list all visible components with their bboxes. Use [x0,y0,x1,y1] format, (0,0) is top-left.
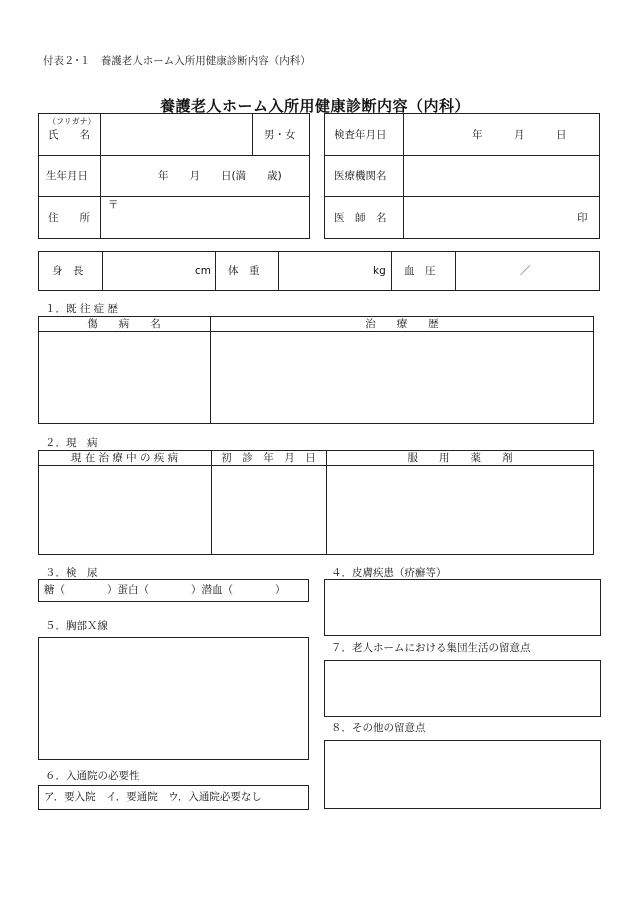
height-label: 身 長 [52,265,84,277]
birth-date-label: 生年月日 [46,170,88,182]
furigana-label: （フリガナ） [48,117,96,126]
section-2-title: ２．現 病 [45,437,98,449]
urinalysis-fields: 糖（ ）蛋白（ ）潜血（ ） [44,584,286,596]
name-field[interactable] [101,114,251,154]
form-title: 養護老人ホーム入所用健康診断内容（内科） [159,97,470,115]
weight-label: 体 重 [228,265,260,277]
other-notes-box[interactable] [324,740,601,809]
postal-mark: 〒 [108,199,119,211]
section-7-title: ７．老人ホームにおける集団生活の留意点 [331,642,531,654]
current-disease-header: 現 在 治 療 中 の 疾 病 [70,452,179,464]
institution-field[interactable] [404,156,599,195]
blood-pressure-separator: ／ [520,265,531,277]
doctor-label: 医 師 名 [334,212,387,224]
first-visit-date-header: 初 診 年 月 日 [221,452,316,464]
section-5-title: ５．胸部Ｘ線 [45,620,108,632]
treatment-history-header: 治 療 歴 [365,318,439,330]
sex-field[interactable]: 男・女 [264,129,296,141]
past-disease-header: 傷 病 名 [87,318,161,330]
vitals-box [38,251,600,291]
section-8-title: ８．その他の留意点 [331,722,426,734]
page-caption: 付表２･１ 養護老人ホーム入所用健康診断内容（内科） [43,55,311,67]
exam-date-field[interactable]: 年 月 日 [472,129,567,141]
section-6-title: ６．入通院の必要性 [45,770,140,782]
medication-header: 服 用 薬 剤 [407,452,513,464]
address-field[interactable] [101,197,309,238]
section-1-title: １．既 往 症 歴 [45,303,119,315]
height-unit: cm [195,265,212,277]
institution-label: 医療機関名 [334,170,387,182]
address-label: 住 所 [48,212,90,224]
section-4-title: ４．皮膚疾患（疥癬等） [331,567,447,579]
section-3-title: ３．検 尿 [45,567,98,579]
birth-date-field[interactable]: 年 月 日(満 歳) [158,170,282,182]
name-label: 氏 名 [48,129,90,141]
skin-disease-box[interactable] [324,579,601,636]
chest-xray-box[interactable] [38,637,309,760]
exam-date-label: 検査年月日 [334,129,387,141]
past-history-table [38,316,594,424]
seal-mark: 印 [577,212,588,224]
weight-unit: kg [373,265,386,277]
group-life-notes-box[interactable] [324,660,601,717]
blood-pressure-label: 血 圧 [404,265,436,277]
hospitalization-options: ア．要入院 イ．要通院 ウ．入通院必要なし [44,791,262,803]
